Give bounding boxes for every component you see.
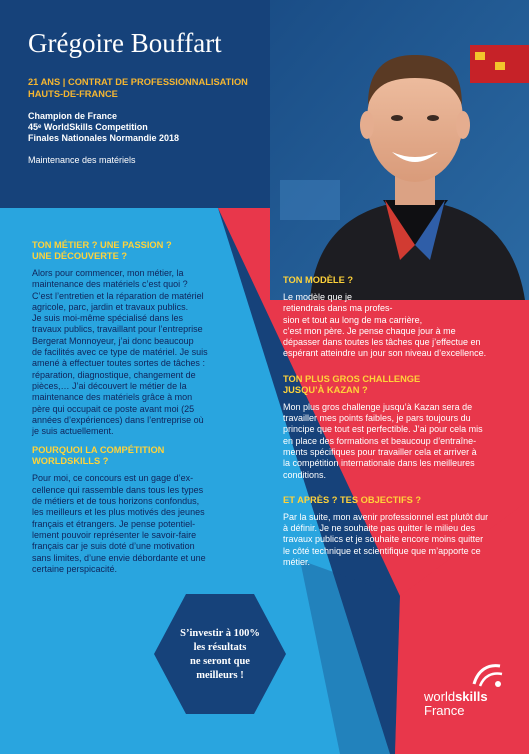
paragraph-line: français et étrangers. Je pense potentiel- bbox=[32, 518, 196, 529]
paragraph-line: conditions. bbox=[283, 469, 327, 480]
paragraph-line: français car je suis doté d’une motivation bbox=[32, 541, 195, 552]
paragraph-line: c’est mon père. Je pense chaque jour à me bbox=[283, 325, 456, 336]
paragraph-line: Mon plus gros challenge jusqu’à Kazan sera de bbox=[283, 401, 473, 412]
paragraph-line: retiendrais dans ma profes- bbox=[283, 303, 393, 314]
paragraph-line: je suis actuellement. bbox=[32, 426, 114, 437]
section-heading: WORLDSKILLS ? bbox=[32, 456, 109, 467]
right-column bbox=[283, 275, 518, 568]
section-heading: ET APRÈS ? TES OBJECTIFS ? bbox=[283, 494, 422, 505]
quote-line: ne seront que bbox=[190, 656, 250, 667]
info-line: 21 ANS | CONTRAT DE PROFESSIONNALISATION bbox=[28, 77, 248, 87]
logo-world: world bbox=[424, 689, 456, 704]
paragraph-line: métier. bbox=[283, 557, 311, 568]
paragraph-line: la compétition internationale dans les meilleures bbox=[283, 458, 475, 469]
section-heading: TON MODÈLE ? bbox=[283, 275, 354, 285]
paragraph-line: travaux publics et je souhaite encore moins quitter bbox=[283, 534, 484, 545]
section-heading: UNE DÉCOUVERTE ? bbox=[32, 251, 128, 261]
paragraph-line: réparation, diagnostique, changement de bbox=[32, 369, 196, 380]
paragraph-line: travailler mes points faibles, je pars toujours du bbox=[283, 413, 471, 424]
quote-text bbox=[175, 627, 265, 683]
title-line: 45ᵉ WorldSkills Competition bbox=[28, 122, 148, 132]
paragraph-line: lement pouvoir représenter le savoir-faire bbox=[32, 529, 197, 540]
paragraph-line: Bergerat Monnoyeur, j’ai donc beaucoup bbox=[32, 335, 194, 346]
paragraph-line: père qui occupait ce poste avant moi (25 bbox=[32, 403, 195, 414]
paragraph-line: Par la suite, mon avenir professionnel est plutôt dur bbox=[283, 511, 489, 522]
paragraph-line: les meilleurs et les plus motivés des jeunes bbox=[32, 507, 205, 518]
quote-line: les résultats bbox=[193, 642, 247, 653]
paragraph-line: ments spécifiques pour travailler cela et arriver à bbox=[283, 446, 477, 457]
paragraph-line: Je suis moi-même spécialisé dans les bbox=[32, 313, 184, 324]
paragraph-line: amené à effectuer toutes sortes de tâches : bbox=[32, 358, 205, 369]
paragraph-line: C’est l’entretien et la réparation de matériel bbox=[32, 290, 204, 301]
section-heading: JUSQU’À KAZAN ? bbox=[283, 384, 368, 395]
paragraph-line: travaux publics, travaillant pour l’entreprise bbox=[32, 324, 203, 335]
quote-line: S’investir à 100% bbox=[180, 628, 260, 639]
paragraph-line: le côté technique et scientifique que m’apporte ce bbox=[283, 545, 481, 556]
paragraph-line: principe que tout est perfectible. J’ai pour cela mis bbox=[283, 424, 483, 435]
paragraph-line: Pour moi, ce concours est un gage d’ex- bbox=[32, 473, 194, 484]
person-name: Grégoire Bouffart bbox=[28, 28, 222, 58]
paragraph-line: Alors pour commencer, mon métier, la bbox=[32, 268, 184, 278]
worldskills-logo-icon bbox=[470, 660, 506, 690]
title-line: Champion de France bbox=[28, 111, 118, 121]
paragraph-line: certaine perspicacité. bbox=[32, 563, 118, 574]
paragraph-line: agricole, parc, jardin et travaux publics. bbox=[32, 301, 189, 312]
section-heading: TON MÉTIER ? UNE PASSION ? bbox=[32, 240, 172, 250]
quote-line: meilleurs ! bbox=[196, 670, 244, 681]
title-line: Finales Nationales Normandie 2018 bbox=[28, 133, 180, 143]
paragraph-line: espérant atteindre un jour son niveau d’excellence. bbox=[283, 348, 487, 359]
left-column bbox=[32, 240, 242, 575]
paragraph-line: maintenance des matériels c’est quoi ? bbox=[32, 279, 188, 290]
paragraph-line: dépasser dans toutes les tâches que j’effectue en bbox=[283, 337, 481, 348]
section-heading: POURQUOI LA COMPÉTITION bbox=[32, 445, 165, 456]
paragraph-line: cellence qui rassemble dans tous les types bbox=[32, 484, 204, 495]
paragraph-line: à définir. Je ne souhaite pas quitter le milieu des bbox=[283, 523, 476, 534]
paragraph-line: pièces,… J’ai découvert le métier de la bbox=[32, 380, 187, 391]
paragraph-line: Le modèle que je bbox=[283, 292, 353, 302]
worldskills-logo bbox=[424, 690, 488, 718]
paragraph-line: années d’expériences) dans l’entreprise où bbox=[32, 414, 204, 425]
logo-skills: skills bbox=[455, 689, 488, 704]
logo-france: France bbox=[424, 703, 465, 718]
section-heading: TON PLUS GROS CHALLENGE bbox=[283, 373, 421, 384]
paragraph-line: de métiers et de tous horizons confondus, bbox=[32, 496, 200, 507]
paragraph-line: de facilités avec ce type de matériel. Je suis bbox=[32, 347, 208, 358]
job-title: Maintenance des matériels bbox=[28, 155, 136, 165]
paragraph-line: maintenance des matériels grâce à mon bbox=[32, 392, 193, 403]
portrait-photo bbox=[270, 0, 529, 300]
paragraph-line: en place des formations et beaucoup d’entraîne- bbox=[283, 435, 477, 446]
info-region: HAUTS-DE-FRANCE bbox=[28, 89, 118, 99]
paragraph-line: sans limites, d’une envie débordante et une bbox=[32, 552, 206, 563]
paragraph-line: sion et tout au long de ma carrière, bbox=[283, 314, 423, 325]
